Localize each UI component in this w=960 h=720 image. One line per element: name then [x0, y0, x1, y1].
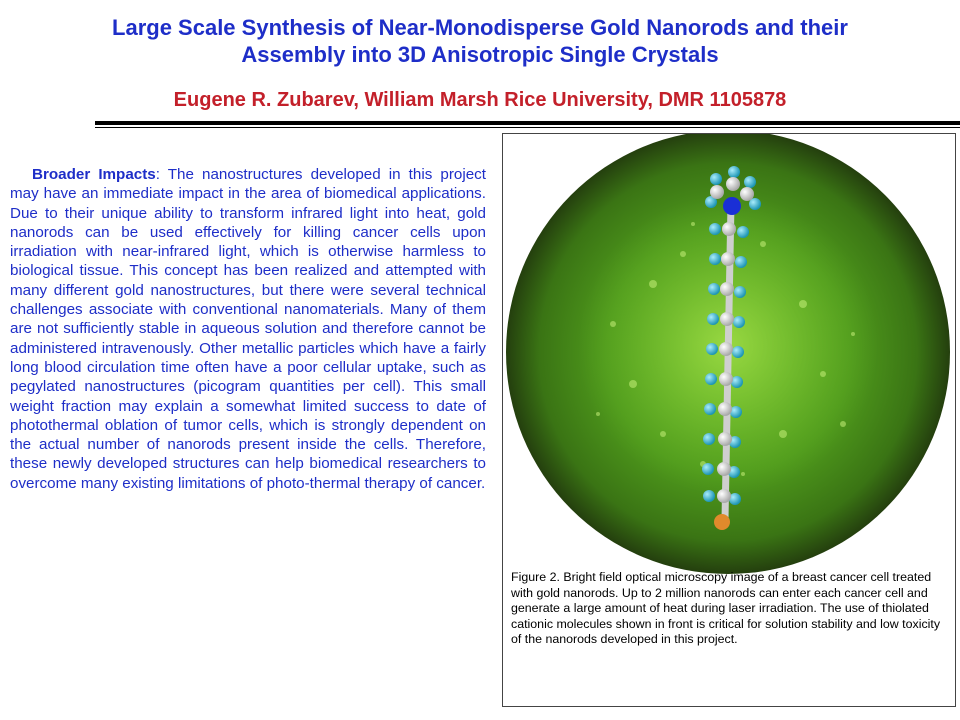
broader-impacts-lead: Broader Impacts: [32, 166, 156, 183]
title-line-2: Assembly into 3D Anisotropic Single Crystals: [241, 42, 719, 67]
broader-impacts-paragraph: [10, 165, 486, 493]
title-line-1: Large Scale Synthesis of Near-Monodisperse Gold Nanorods and their: [112, 15, 848, 40]
broader-impacts-text: : The nanostructures developed in this project may have an immediate impact in the area of biomedical applications. Due to their unique ability to transform infrared light into heat, gold nanorods can be used effectively for killing cancer cells upon irradiation with near-infrared light, which is otherwise harmless to biological tissue. This concept has been realized and attempted with many different gold nanostructures, but there were several technical challenges associate with conventional nanomaterials. Many of them are not sufficiently stable in aqueous solution and therefore cannot be administered intravenously. Other metallic particles which have a fairly long blood circulation time often have a poor cellular uptake, such as pegylated nanostructures (picogram quantities per cell). This small weight fraction may explain a somewhat limited success to date of photothermal oblation of tumor cells, which is strongly dependent on the actual number of nanorods present inside the cells. Therefore, these newly developed structures can help biomedical researchers to overcome many existing limitations of photo-thermal therapy of cancer.: [10, 166, 486, 492]
header-rule-thick: [95, 121, 960, 125]
header-rule-thin: [95, 127, 960, 128]
figure-panel: [502, 133, 956, 707]
figure-caption: Figure 2. Bright field optical microscopy image of a breast cancer cell treated with gold nanorods. Up to 2 million nanorods can enter each cancer cell and generate a large amount of heat during laser irradiation. The use of thiolated cationic molecules shown in front is critical for solution stability and low toxicity of the nanorods developed in this project.: [511, 570, 941, 647]
page-title: [0, 14, 960, 68]
author-line: Eugene R. Zubarev, William Marsh Rice University, DMR 1105878: [173, 89, 787, 111]
nitrogen-atom: [723, 197, 741, 215]
sulfur-atom: [714, 514, 730, 530]
